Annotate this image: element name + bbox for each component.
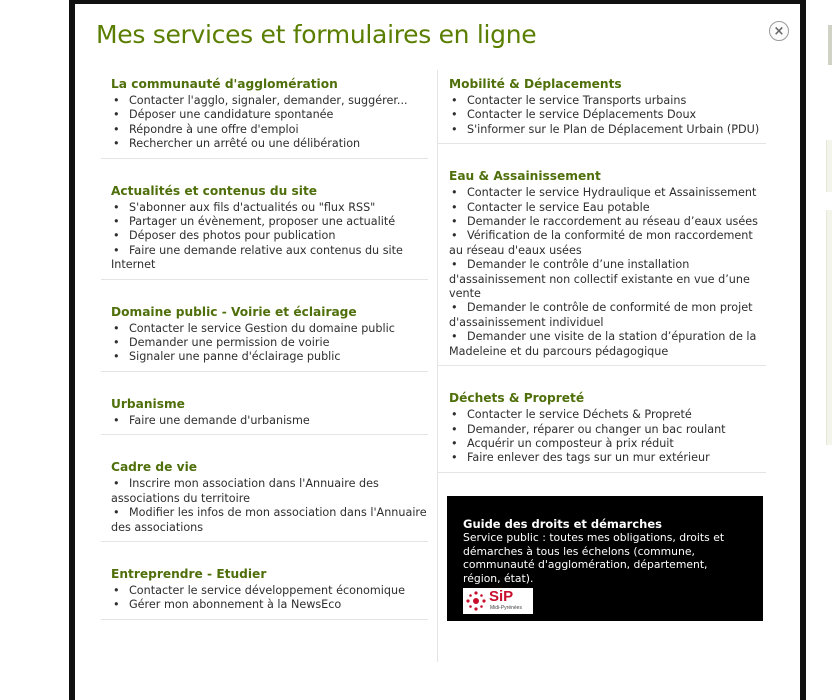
service-list: [111, 94, 428, 152]
section-title: Urbanisme: [111, 396, 185, 411]
service-link[interactable]: [111, 137, 428, 151]
service-list: [111, 201, 428, 273]
section-title: Mobilité & Déplacements: [449, 77, 622, 91]
bullet-icon: •: [451, 186, 458, 200]
service-link[interactable]: [449, 123, 766, 137]
services-modal: [69, 0, 806, 700]
service-link-text: Contacter le service Hydraulique et Assainissement: [467, 186, 757, 200]
section-title: Entreprendre - Etudier: [111, 566, 267, 581]
bullet-icon: •: [451, 436, 458, 450]
bullet-icon: •: [451, 422, 458, 436]
modal-title: Mes services et formulaires en ligne: [96, 20, 537, 49]
left-column: [101, 70, 428, 620]
service-link[interactable]: [449, 108, 766, 122]
service-link[interactable]: [111, 336, 428, 350]
background-page-edge: [828, 25, 832, 65]
bullet-icon: •: [451, 200, 458, 214]
section-title: Actualités et contenus du site: [111, 183, 318, 198]
service-section: [101, 435, 428, 542]
service-link[interactable]: [449, 408, 766, 422]
service-list: [449, 94, 766, 137]
service-link-text: Contacter le service Transports urbains: [467, 94, 687, 107]
service-list: [449, 408, 766, 466]
sip-logo-subtext: Midi-Pyrénées: [490, 605, 522, 611]
bullet-icon: •: [113, 94, 120, 107]
service-link[interactable]: [111, 506, 428, 535]
guide-title: Guide des droits et démarches: [463, 517, 662, 531]
service-link-text: Contacter le service Eau potable: [467, 200, 650, 214]
service-link-text: Faire une demande relative aux contenus du site Internet: [111, 243, 403, 272]
service-link-text: Partager un évènement, proposer une actualité: [129, 215, 396, 229]
service-list: [111, 477, 428, 535]
bullet-icon: •: [113, 229, 120, 243]
bullet-icon: •: [113, 583, 120, 597]
service-section: [438, 144, 766, 366]
service-link-text: Contacter l'agglo, signaler, demander, suggérer...: [129, 94, 408, 107]
bullet-icon: •: [113, 477, 120, 491]
service-link-text: Gérer mon abonnement à la NewsEco: [129, 598, 342, 612]
service-link-text: Déposer des photos pour publication: [129, 229, 336, 243]
close-icon: ×: [773, 23, 785, 39]
service-link[interactable]: [449, 258, 766, 301]
bullet-icon: •: [451, 122, 458, 136]
bullet-icon: •: [451, 94, 458, 107]
bullet-icon: •: [451, 408, 458, 422]
service-link-text: Contacter le service Déchets & Propreté: [467, 408, 692, 422]
bullet-icon: •: [451, 451, 458, 465]
service-link-text: Rechercher un arrêté ou une délibération: [129, 137, 361, 151]
bullet-icon: •: [451, 108, 458, 122]
service-link-text: Faire enlever des tags sur un mur extérieur: [467, 451, 710, 465]
service-list: [111, 584, 428, 613]
bullet-icon: •: [113, 598, 120, 612]
bullet-icon: •: [113, 200, 120, 214]
service-section: [438, 70, 766, 144]
service-link[interactable]: [449, 301, 766, 330]
service-link[interactable]: [449, 451, 766, 465]
service-link[interactable]: [111, 350, 428, 364]
bullet-icon: •: [113, 137, 120, 151]
bullet-icon: •: [113, 122, 120, 136]
bullet-icon: •: [113, 321, 120, 335]
service-link-text: Contacter le service développement économique: [129, 583, 405, 597]
service-link[interactable]: [111, 322, 428, 336]
service-list: [449, 186, 766, 359]
service-link-text: Déposer une candidature spontanée: [129, 108, 334, 122]
service-section: [101, 70, 428, 159]
sip-logo-icon: [465, 590, 487, 612]
service-link[interactable]: [449, 330, 766, 359]
guide-droits-demarches-banner[interactable]: [447, 496, 763, 621]
bullet-icon: •: [113, 506, 120, 520]
service-section: [438, 366, 766, 473]
service-link-text: Contacter le service Déplacements Doux: [467, 108, 697, 122]
guide-description: Service public : toutes mes obligations, droits et démarches à tous les échelons (commune, communauté d'agglomération, département, région, état).: [463, 531, 725, 585]
service-link[interactable]: [111, 108, 428, 122]
service-link-text: Modifier les infos de mon association dans l'Annuaire des associations: [111, 506, 427, 534]
service-link-text: Demander, réparer ou changer un bac roulant: [467, 422, 726, 436]
service-section: [101, 542, 428, 620]
service-link[interactable]: [111, 414, 428, 428]
close-button[interactable]: [769, 21, 789, 41]
background-page-panel: [826, 210, 832, 445]
service-list: [111, 322, 428, 365]
service-link[interactable]: [449, 229, 766, 258]
service-link[interactable]: [111, 477, 428, 506]
bullet-icon: •: [113, 336, 120, 350]
bullet-icon: •: [113, 413, 120, 427]
service-link-text: Acquérir un composteur à prix réduit: [467, 436, 674, 450]
service-link[interactable]: [449, 186, 766, 200]
service-link[interactable]: [449, 201, 766, 215]
section-title: Déchets & Propreté: [449, 391, 585, 406]
bullet-icon: •: [113, 350, 120, 364]
section-title: La communauté d'agglomération: [111, 77, 338, 91]
service-list: [111, 414, 428, 428]
bullet-icon: •: [113, 243, 120, 257]
bullet-icon: •: [451, 258, 458, 272]
service-link[interactable]: [111, 584, 428, 598]
section-title: Eau & Assainissement: [449, 169, 601, 184]
background-page-panel: [826, 140, 832, 192]
service-link-text: S'abonner aux fils d'actualités ou "flux RSS": [129, 200, 376, 214]
service-section: [101, 280, 428, 372]
service-link[interactable]: [449, 94, 766, 108]
service-link-text: Demander une permission de voirie: [129, 336, 330, 350]
section-title: Cadre de vie: [111, 460, 198, 475]
bullet-icon: •: [451, 301, 458, 315]
service-link[interactable]: [111, 598, 428, 612]
service-link-text: Faire une demande d'urbanisme: [129, 413, 310, 427]
service-link-text: Demander le contrôle d’une installation d'assainissement non collectif existante en vue d’une vente: [449, 258, 750, 301]
service-link-text: Signaler une panne d'éclairage public: [129, 350, 341, 364]
service-link-text: Inscrire mon association dans l'Annuaire des associations du territoire: [111, 477, 379, 505]
bullet-icon: •: [451, 215, 458, 229]
service-link-text: Demander le contrôle de conformité de mon projet d'assainissement individuel: [449, 301, 753, 329]
bullet-icon: •: [451, 330, 458, 344]
service-link[interactable]: [449, 423, 766, 437]
bullet-icon: •: [113, 108, 120, 122]
service-link-text: S'informer sur le Plan de Déplacement Urbain (PDU): [467, 122, 760, 136]
service-link-text: Contacter le service Gestion du domaine public: [129, 321, 395, 335]
service-link[interactable]: [449, 437, 766, 451]
service-section: [101, 159, 428, 280]
sip-logo-text: SiP: [489, 588, 514, 605]
service-section: [101, 372, 428, 435]
section-title: Domaine public - Voirie et éclairage: [111, 304, 357, 319]
service-link[interactable]: [111, 201, 428, 215]
service-link[interactable]: [111, 123, 428, 137]
bullet-icon: •: [451, 229, 458, 243]
service-link[interactable]: [111, 244, 428, 273]
service-link[interactable]: [449, 215, 766, 229]
service-link[interactable]: [111, 229, 428, 243]
sip-logo[interactable]: [463, 588, 533, 614]
service-link-text: Demander le raccordement au réseau d’eaux usées: [467, 215, 758, 229]
service-link[interactable]: [111, 215, 428, 229]
service-link-text: Vérification de la conformité de mon raccordement au réseau d'eaux usées: [449, 229, 753, 257]
service-link-text: Demander une visite de la station d’épuration de la Madeleine et du parcours pédagogique: [449, 330, 757, 358]
bullet-icon: •: [113, 215, 120, 229]
service-link-text: Répondre à une offre d'emploi: [129, 122, 299, 136]
service-link[interactable]: [111, 94, 428, 108]
